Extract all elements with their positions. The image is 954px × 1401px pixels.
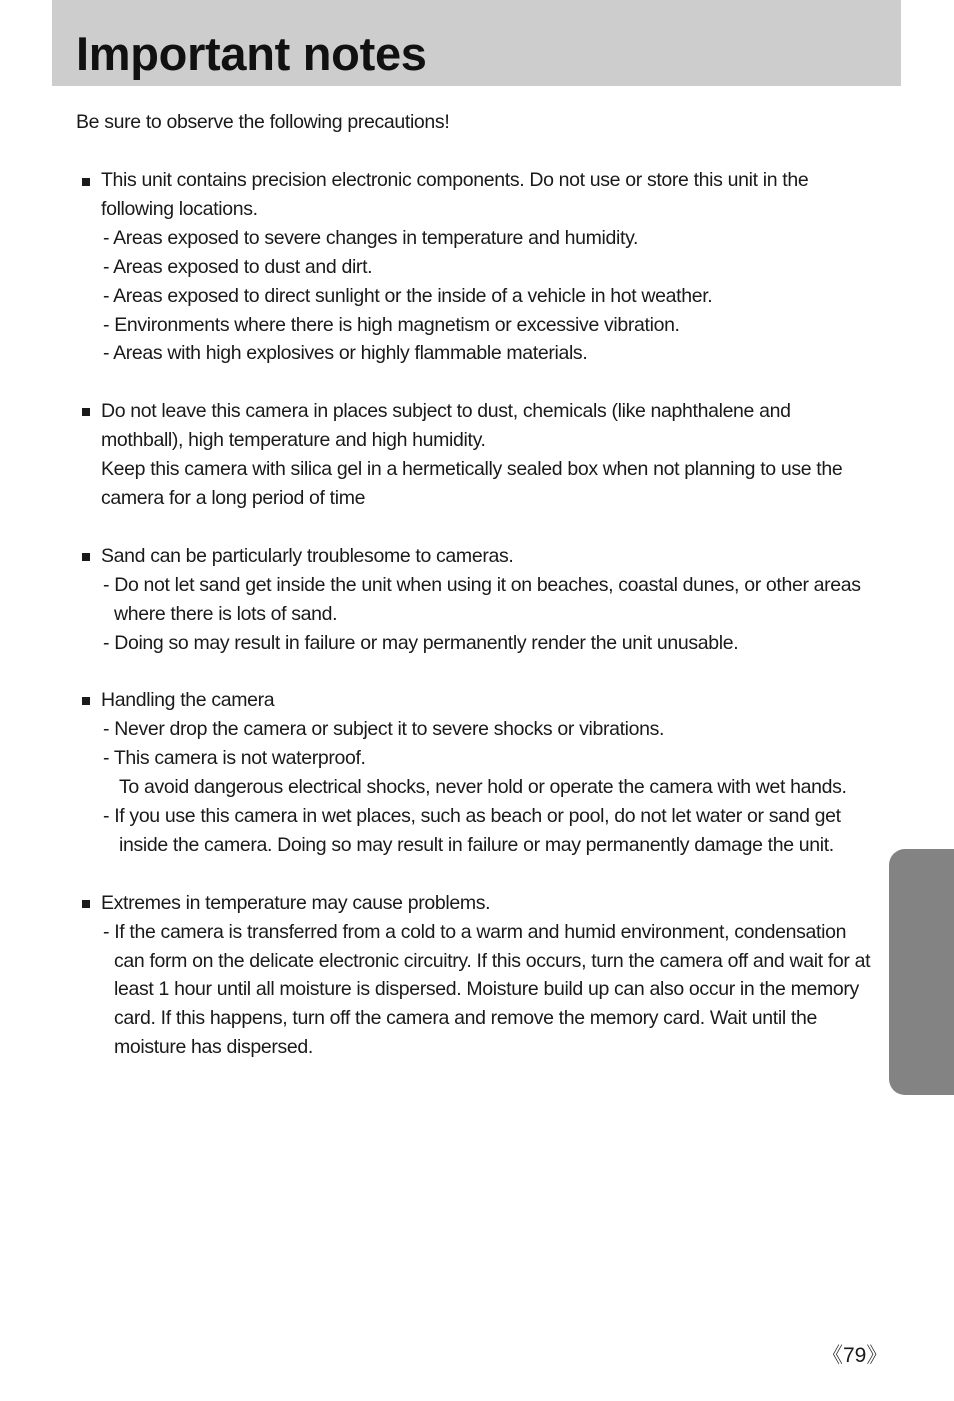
note-subitem: can form on the delicate electronic circuitry. If this occurs, turn the camera off and wait for at (114, 950, 871, 972)
note-text: This unit contains precision electronic components. Do not use or store this unit in the (101, 169, 809, 191)
note-subitem: - Never drop the camera or subject it to severe shocks or vibrations. (103, 718, 665, 740)
note-subitem: - Areas exposed to dust and dirt. (103, 256, 373, 278)
note-subitem: moisture has dispersed. (114, 1036, 313, 1058)
note-subitem: - Environments where there is high magnetism or excessive vibration. (103, 314, 680, 336)
square-bullet-icon (82, 697, 90, 705)
note-subitem: - If the camera is transferred from a cold to a warm and humid environment, condensation (103, 921, 847, 943)
note-text: camera for a long period of time (101, 487, 366, 509)
square-bullet-icon (82, 900, 90, 908)
note-subitem: - If you use this camera in wet places, such as beach or pool, do not let water or sand get (103, 805, 841, 827)
note-text: Keep this camera with silica gel in a hermetically sealed box when not planning to use the (101, 458, 843, 480)
note-subitem: - Do not let sand get inside the unit when using it on beaches, coastal dunes, or other areas (103, 574, 861, 596)
note-text: Do not leave this camera in places subject to dust, chemicals (like naphthalene and (101, 400, 791, 422)
note-subitem: - Areas exposed to severe changes in temperature and humidity. (103, 227, 639, 249)
page-number: 《79》 (822, 1344, 888, 1367)
intro-text: Be sure to observe the following precautions! (76, 111, 450, 133)
square-bullet-icon (82, 178, 90, 186)
note-subitem: inside the camera. Doing so may result in failure or may permanently damage the unit. (119, 834, 834, 856)
square-bullet-icon (82, 408, 90, 416)
note-subitem: least 1 hour until all moisture is dispersed. Moisture build up can also occur in the memory (114, 978, 859, 1000)
note-subitem: - Areas exposed to direct sunlight or the inside of a vehicle in hot weather. (103, 285, 713, 307)
note-subitem: - Doing so may result in failure or may permanently render the unit unusable. (103, 632, 739, 654)
note-text: mothball), high temperature and high humidity. (101, 429, 486, 451)
note-text: Sand can be particularly troublesome to cameras. (101, 545, 514, 567)
note-subitem: To avoid dangerous electrical shocks, never hold or operate the camera with wet hands. (119, 776, 847, 798)
note-subitem: - This camera is not waterproof. (103, 747, 366, 769)
note-subitem: - Areas with high explosives or highly flammable materials. (103, 342, 588, 364)
note-text: Handling the camera (101, 689, 275, 711)
square-bullet-icon (82, 553, 90, 561)
section-tab (889, 849, 954, 1095)
note-text: following locations. (101, 198, 258, 220)
note-text: Extremes in temperature may cause problems. (101, 892, 491, 914)
note-subitem: card. If this happens, turn off the camera and remove the memory card. Wait until the (114, 1007, 817, 1029)
note-subitem: where there is lots of sand. (114, 603, 338, 625)
page-title: Important notes (76, 27, 427, 80)
